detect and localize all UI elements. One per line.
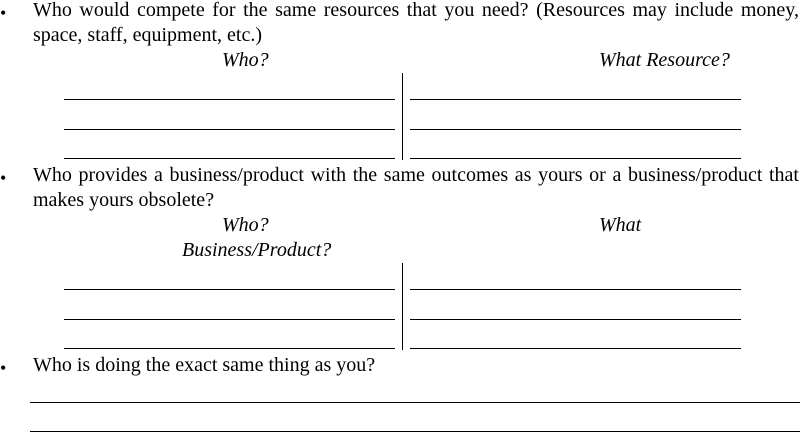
q2-who-line-3[interactable]	[64, 348, 395, 349]
q2-who-header: Who?	[222, 214, 269, 236]
bullet-1: •	[0, 3, 7, 23]
q1-resource-line-1[interactable]	[410, 99, 741, 100]
question-3-text: Who is doing the exact same thing as you?	[33, 354, 376, 376]
q1-who-line-2[interactable]	[64, 129, 395, 130]
q2-column-divider	[402, 263, 403, 350]
q1-column-divider	[402, 73, 403, 160]
q2-business-header-line2: Business/Product?	[182, 239, 332, 261]
q2-business-line-2[interactable]	[410, 319, 741, 320]
q1-resource-line-2[interactable]	[410, 129, 741, 130]
q3-answer-line-2[interactable]	[30, 431, 800, 432]
q1-resource-header: What Resource?	[599, 49, 730, 71]
q1-who-line-3[interactable]	[64, 158, 395, 159]
q2-who-line-2[interactable]	[64, 319, 395, 320]
bullet-2: •	[0, 168, 7, 188]
q1-resource-line-3[interactable]	[410, 158, 741, 159]
bullet-3: •	[0, 358, 7, 378]
q3-answer-line-1[interactable]	[30, 402, 800, 403]
q2-business-line-1[interactable]	[410, 289, 741, 290]
q2-business-line-3[interactable]	[410, 348, 741, 349]
q1-who-header: Who?	[222, 49, 269, 71]
question-1-text: Who would compete for the same resources that you need? (Resources may include money, space, staff, equipment, etc.)	[33, 0, 799, 46]
q2-who-line-1[interactable]	[64, 289, 395, 290]
question-2-text: Who provides a business/product with the same outcomes as yours or a business/product that makes yours obsolete?	[33, 164, 799, 211]
q2-business-header-line1: What	[599, 214, 642, 236]
q1-who-line-1[interactable]	[64, 99, 395, 100]
